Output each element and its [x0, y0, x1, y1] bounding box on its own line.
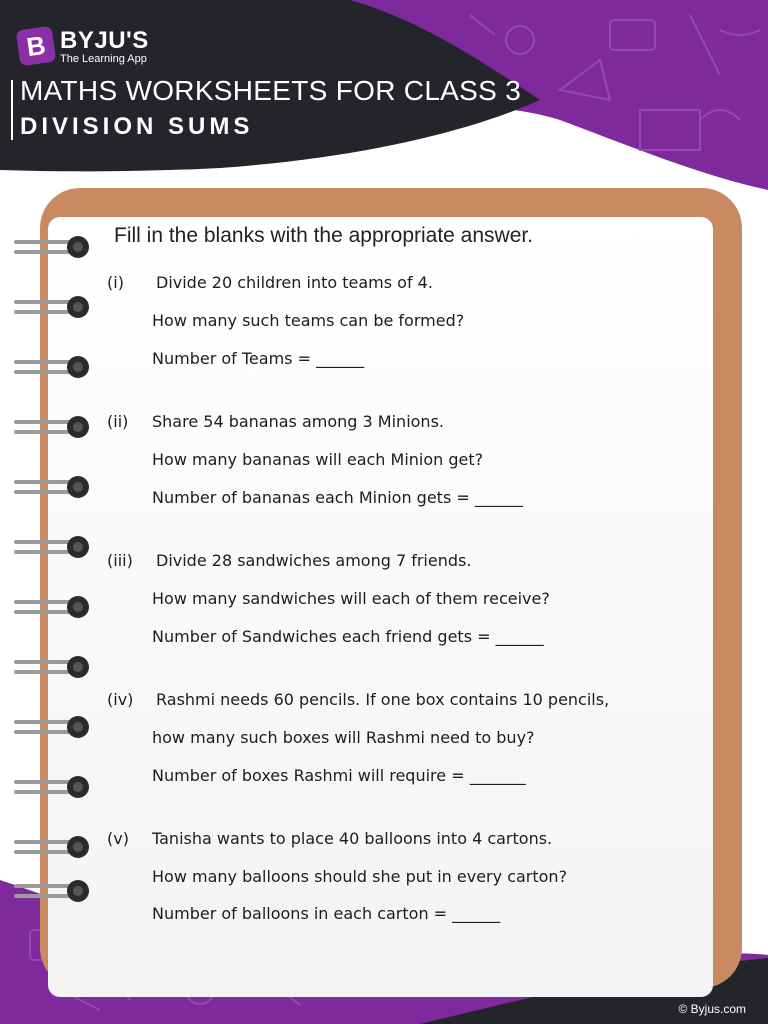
spiral-ring [14, 476, 89, 498]
question-number: (ii) [107, 412, 129, 431]
brand-name: BYJU'S [60, 27, 149, 54]
question-text: Divide 20 children into teams of 4. [156, 273, 433, 292]
question-text: How many balloons should she put in every carton? [152, 867, 568, 886]
question-text: Share 54 bananas among 3 Minions. [152, 412, 444, 431]
spiral-ring [14, 656, 89, 678]
question-number: (iii) [107, 551, 133, 570]
byjus-logo-icon: B [16, 26, 57, 67]
answer-blank[interactable]: Number of boxes Rashmi will require = _______ [152, 766, 526, 785]
question-number: (v) [107, 829, 129, 848]
spiral-ring [14, 416, 89, 438]
question-text: How many sandwiches will each of them receive? [152, 589, 550, 608]
question-number: (i) [107, 273, 124, 292]
spiral-ring [14, 356, 89, 378]
question-text: Rashmi needs 60 pencils. If one box contains 10 pencils, [156, 690, 610, 709]
worksheet-title: MATHS WORKSHEETS FOR CLASS 3 [20, 75, 522, 106]
answer-blank[interactable]: Number of balloons in each carton = ______ [152, 904, 501, 923]
worksheet-subtitle: DIVISION SUMS [20, 113, 254, 140]
question-number: (iv) [107, 690, 134, 709]
answer-blank[interactable]: Number of Teams = ______ [152, 349, 365, 368]
spiral-ring [14, 880, 89, 902]
spiral-ring [14, 716, 89, 738]
question-text: how many such boxes will Rashmi need to buy? [152, 728, 535, 747]
question-text: Divide 28 sandwiches among 7 friends. [156, 551, 472, 570]
spiral-ring [14, 596, 89, 618]
question-text: How many such teams can be formed? [152, 311, 465, 330]
question-text: How many bananas will each Minion get? [152, 450, 484, 469]
spiral-ring [14, 536, 89, 558]
question-text: Tanisha wants to place 40 balloons into 4 cartons. [152, 829, 553, 848]
spiral-ring [14, 836, 89, 858]
spiral-ring [14, 776, 89, 798]
spiral-ring [14, 296, 89, 318]
spiral-ring [14, 236, 89, 258]
answer-blank[interactable]: Number of bananas each Minion gets = ______ [152, 488, 523, 507]
copyright-text: © Byjus.com [678, 1002, 746, 1016]
brand-tagline: The Learning App [60, 53, 147, 65]
answer-blank[interactable]: Number of Sandwiches each friend gets = ______ [152, 627, 544, 646]
instruction-text: Fill in the blanks with the appropriate answer. [114, 224, 534, 247]
